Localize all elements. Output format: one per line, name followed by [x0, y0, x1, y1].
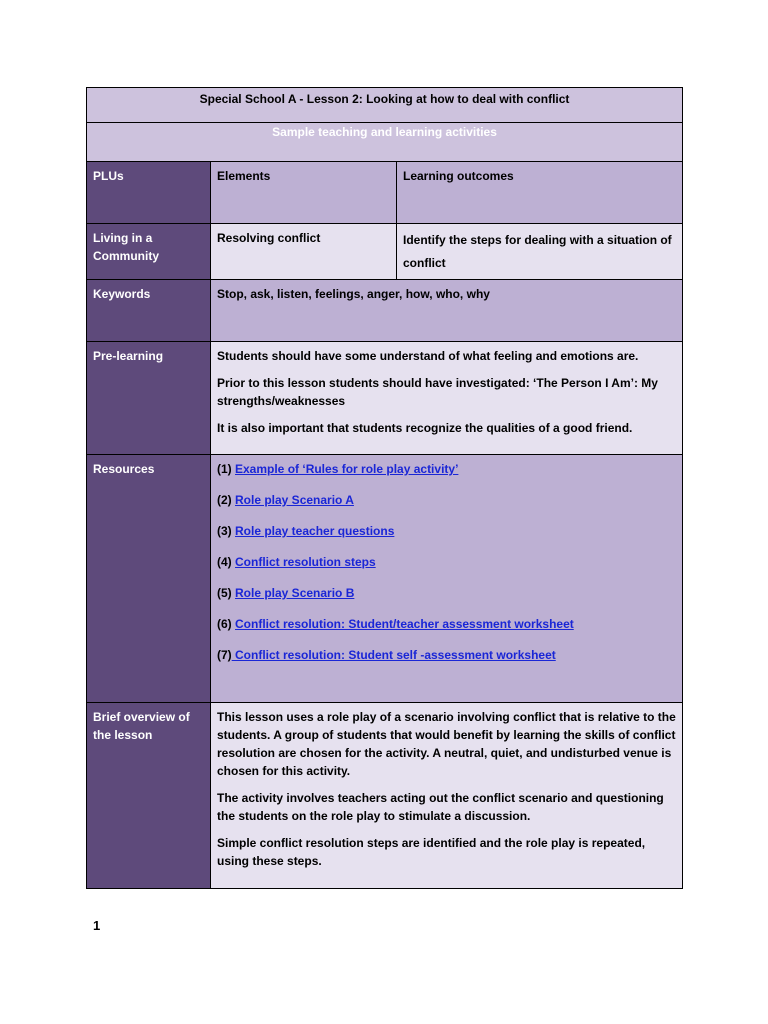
- resource-number: (4): [217, 555, 235, 569]
- overview-paragraph: The activity involves teachers acting out the conflict scenario and questioning the students on the role play to stimulate a discussion.: [217, 791, 664, 823]
- resource-link[interactable]: Role play Scenario B: [235, 586, 355, 600]
- prelearning-paragraph: Students should have some understand of what feeling and emotions are.: [217, 349, 639, 363]
- plus-header: PLUs: [87, 162, 211, 224]
- lesson-title: Special School A - Lesson 2: Looking at how to deal with conflict: [87, 88, 683, 123]
- learning-outcomes-header: Learning outcomes: [397, 162, 683, 224]
- prelearning-label: Pre-learning: [87, 342, 211, 455]
- learning-outcome-value: Identify the steps for dealing with a situation of conflict: [397, 224, 683, 280]
- overview-label: Brief overview of the lesson: [87, 703, 211, 889]
- resource-number: (5): [217, 586, 235, 600]
- resource-number: (2): [217, 493, 235, 507]
- overview-paragraph: Simple conflict resolution steps are identified and the role play is repeated, using these steps.: [217, 836, 646, 868]
- resource-number: (6): [217, 617, 235, 631]
- resource-number: (7): [217, 648, 232, 662]
- resources-label: Resources: [87, 455, 211, 703]
- resource-item: [217, 522, 676, 540]
- keywords-value: Stop, ask, listen, feelings, anger, how, who, why: [211, 280, 683, 342]
- plu-label: Living in a Community: [87, 224, 211, 280]
- section-subtitle: Sample teaching and learning activities: [87, 123, 683, 162]
- prelearning-content: [211, 342, 683, 455]
- resource-link[interactable]: Example of ‘Rules for role play activity’: [235, 462, 459, 476]
- resource-item: [217, 646, 676, 664]
- element-value: Resolving conflict: [211, 224, 397, 280]
- prelearning-paragraph: It is also important that students recognize the qualities of a good friend.: [217, 421, 633, 435]
- resource-number: (1): [217, 462, 235, 476]
- page-number: 1: [93, 918, 101, 933]
- keywords-label: Keywords: [87, 280, 211, 342]
- resource-link[interactable]: Role play Scenario A: [235, 493, 354, 507]
- elements-header: Elements: [211, 162, 397, 224]
- resource-number: (3): [217, 524, 235, 538]
- resource-item: [217, 491, 676, 509]
- resource-link[interactable]: Conflict resolution steps: [235, 555, 376, 569]
- overview-content: [211, 703, 683, 889]
- resource-link[interactable]: Conflict resolution: Student/teacher assessment worksheet: [235, 617, 574, 631]
- resource-item: [217, 584, 676, 602]
- resources-list: [211, 455, 683, 703]
- overview-paragraph: This lesson uses a role play of a scenario involving conflict that is relative to the students. A group of students that would benefit by learning the skills of conflict resolution are chosen for the activity. A neutral, quiet, and undisturbed venue is chosen for this activity.: [217, 710, 676, 778]
- resource-link[interactable]: Role play teacher questions: [235, 524, 395, 538]
- lesson-table: [86, 87, 683, 889]
- resource-item: [217, 553, 676, 571]
- prelearning-paragraph: Prior to this lesson students should have investigated: ‘The Person I Am’: My strengths/weaknesses: [217, 376, 658, 408]
- resource-item: [217, 460, 676, 478]
- resource-item: [217, 615, 676, 633]
- resource-link[interactable]: Conflict resolution: Student self -assessment worksheet: [231, 648, 556, 662]
